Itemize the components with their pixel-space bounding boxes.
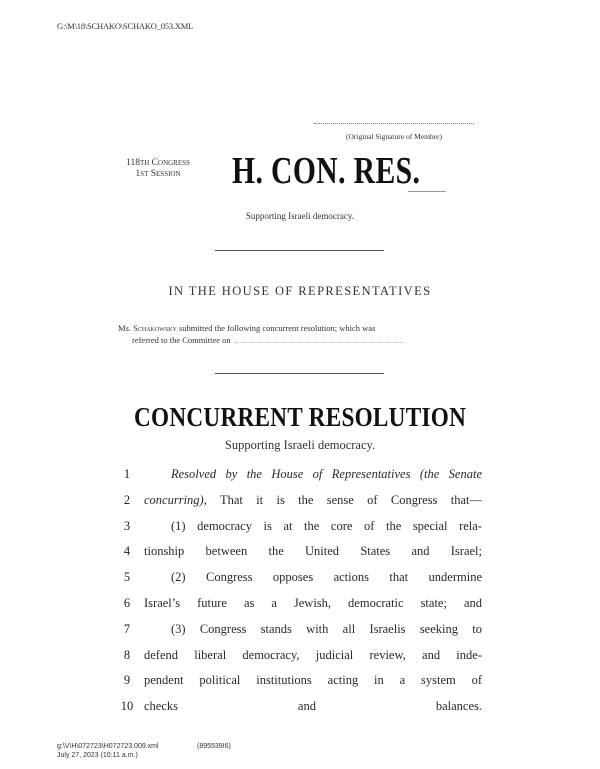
resolution-line bbox=[118, 621, 482, 647]
line-number: 3 bbox=[123, 518, 131, 533]
line-text bbox=[144, 595, 482, 611]
chamber-heading: IN THE HOUSE OF REPRESENTATIVES bbox=[168, 284, 432, 298]
line-body-text: checks and balances. bbox=[144, 699, 482, 714]
line-number: 2 bbox=[123, 492, 131, 507]
footer bbox=[57, 743, 231, 760]
line-body-text: Israel’s future as a Jewish, democratic state; and bbox=[144, 595, 482, 610]
resolution-line bbox=[118, 518, 482, 544]
line-text bbox=[171, 621, 482, 637]
line-italic-text: concurring), bbox=[144, 492, 207, 507]
resolution-line bbox=[118, 672, 482, 698]
congress-number: 118th Congress bbox=[126, 158, 190, 168]
bill-type: H. CON. RES. bbox=[232, 150, 421, 192]
footer-code: (895539I6) bbox=[197, 743, 231, 750]
short-title: Supporting Israeli democracy. bbox=[245, 211, 355, 221]
line-body-text: tionship between the United States and Israel; bbox=[144, 544, 482, 559]
footer-timestamp: July 27, 2023 (10:11 a.m.) bbox=[57, 751, 138, 759]
line-number: 4 bbox=[123, 544, 131, 559]
line-text bbox=[144, 698, 482, 714]
resolution-body bbox=[118, 466, 482, 724]
line-number: 7 bbox=[123, 621, 131, 636]
resolution-line bbox=[118, 543, 482, 569]
sponsor-line-2 bbox=[118, 334, 490, 346]
footer-file: g:\V\H\072723\H072723.009.xml bbox=[57, 743, 159, 750]
line-text bbox=[144, 543, 482, 559]
committee-blank bbox=[235, 334, 403, 343]
separator-rule bbox=[215, 373, 384, 374]
sponsor-statement bbox=[118, 323, 490, 346]
resolution-line bbox=[118, 569, 482, 595]
line-body-text: That it is the sense of Congress that— bbox=[206, 492, 482, 507]
resolution-line bbox=[118, 647, 482, 673]
line-text bbox=[171, 466, 482, 482]
resolution-title bbox=[0, 402, 600, 432]
line-number: 5 bbox=[123, 570, 131, 585]
line-number: 8 bbox=[123, 647, 131, 662]
line-number: 1 bbox=[123, 467, 131, 481]
resolution-title-text: CONCURRENT RESOLUTION bbox=[133, 402, 467, 432]
signature-label: (Original Signature of Member) bbox=[345, 132, 442, 141]
line-body-text: defend liberal democracy, judicial review, and inde- bbox=[144, 647, 482, 662]
signature-line bbox=[314, 123, 474, 124]
line-number: 6 bbox=[123, 595, 131, 610]
line-text bbox=[171, 569, 482, 585]
sponsor-prefix: Ms. bbox=[118, 323, 131, 333]
line-body-text: (2) Congress opposes actions that undermine bbox=[171, 570, 482, 585]
resolution-line bbox=[118, 492, 482, 518]
sponsor-name: Schakowsky bbox=[133, 323, 177, 333]
sponsor-action: submitted the following concurrent resolution; which was bbox=[178, 323, 376, 333]
line-italic-text: Resolved by the House of Representatives (the Senate bbox=[171, 467, 482, 481]
line-text bbox=[144, 647, 482, 663]
resolution-line bbox=[118, 466, 482, 492]
separator-rule bbox=[215, 250, 384, 251]
resolution-line bbox=[118, 698, 482, 724]
file-path: G:\M\18\SCHAKO\SCHAKO_053.XML bbox=[57, 21, 194, 31]
line-body-text: pendent political institutions acting in a system of bbox=[144, 673, 482, 688]
line-text bbox=[144, 492, 482, 508]
session-number: 1st Session bbox=[135, 169, 181, 179]
resolution-line bbox=[118, 595, 482, 621]
line-text bbox=[171, 518, 482, 534]
line-text bbox=[144, 672, 482, 688]
sponsor-line-1 bbox=[118, 323, 490, 334]
line-body-text: (1) democracy is at the core of the special rela- bbox=[171, 518, 482, 533]
referral-text: referred to the Committee on bbox=[132, 335, 231, 345]
resolution-subtitle: Supporting Israeli democracy. bbox=[224, 438, 376, 452]
line-body-text: (3) Congress stands with all Israelis seeking to bbox=[171, 621, 482, 636]
bill-number-blank bbox=[408, 191, 446, 192]
line-number: 9 bbox=[123, 673, 131, 688]
line-number: 10 bbox=[120, 699, 134, 714]
congress-session-block bbox=[108, 158, 208, 180]
